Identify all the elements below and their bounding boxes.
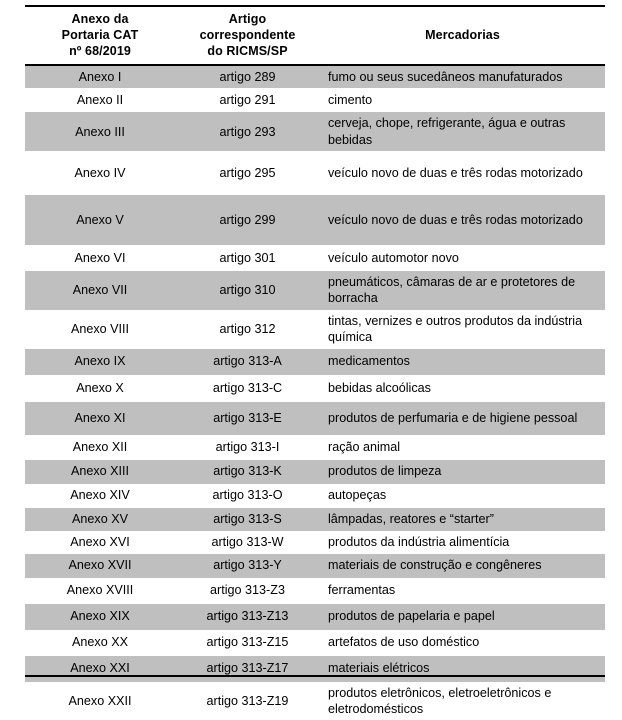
cell-artigo: artigo 313-Y — [175, 554, 320, 578]
table-row — [25, 604, 605, 630]
cell-anexo: Anexo I — [25, 65, 175, 88]
table-row — [25, 375, 605, 402]
column-header-mercadorias: Mercadorias — [320, 6, 605, 65]
cell-anexo: Anexo II — [25, 88, 175, 112]
cell-artigo: artigo 293 — [175, 112, 320, 151]
anexos-table — [25, 5, 605, 720]
table-row — [25, 508, 605, 531]
cell-mercadoria: artefatos de uso doméstico — [320, 630, 605, 656]
table-row — [25, 65, 605, 88]
column-header-anexo — [25, 6, 175, 65]
cell-mercadoria: cimento — [320, 88, 605, 112]
cell-mercadoria: pneumáticos, câmaras de ar e protetores de borracha — [320, 271, 605, 310]
table-row — [25, 656, 605, 682]
cell-mercadoria: tintas, vernizes e outros produtos da indústria química — [320, 310, 605, 349]
table-row — [25, 195, 605, 245]
cell-artigo: artigo 313-A — [175, 349, 320, 375]
cell-mercadoria: ferramentas — [320, 578, 605, 604]
cell-mercadoria: produtos da indústria alimentícia — [320, 531, 605, 554]
cell-anexo: Anexo XI — [25, 402, 175, 435]
cell-artigo: artigo 313-Z15 — [175, 630, 320, 656]
cell-artigo: artigo 313-I — [175, 435, 320, 460]
cell-artigo: artigo 291 — [175, 88, 320, 112]
cell-anexo: Anexo VIII — [25, 310, 175, 349]
cell-mercadoria: lâmpadas, reatores e “starter” — [320, 508, 605, 531]
table-row — [25, 151, 605, 195]
cell-anexo: Anexo XIX — [25, 604, 175, 630]
cell-artigo: artigo 313-C — [175, 375, 320, 402]
cell-mercadoria: materiais elétricos — [320, 656, 605, 682]
cell-anexo: Anexo XXII — [25, 682, 175, 720]
cell-anexo: Anexo VI — [25, 245, 175, 271]
cell-anexo: Anexo V — [25, 195, 175, 245]
table-row — [25, 630, 605, 656]
table-body — [25, 65, 605, 720]
table-bottom-rule — [25, 675, 605, 677]
cell-artigo: artigo 313-S — [175, 508, 320, 531]
column-header-artigo-line2: correspondente — [199, 28, 296, 42]
cell-anexo: Anexo IV — [25, 151, 175, 195]
column-header-anexo-line1: Anexo da — [71, 12, 129, 26]
table-row — [25, 682, 605, 720]
header-row — [25, 6, 605, 65]
cell-anexo: Anexo XX — [25, 630, 175, 656]
cell-mercadoria: produtos de limpeza — [320, 460, 605, 484]
cell-artigo: artigo 313-Z3 — [175, 578, 320, 604]
cell-artigo: artigo 299 — [175, 195, 320, 245]
cell-anexo: Anexo XV — [25, 508, 175, 531]
cell-artigo: artigo 313-W — [175, 531, 320, 554]
cell-anexo: Anexo XXI — [25, 656, 175, 682]
cell-artigo: artigo 310 — [175, 271, 320, 310]
table-row — [25, 245, 605, 271]
cell-anexo: Anexo III — [25, 112, 175, 151]
cell-artigo: artigo 312 — [175, 310, 320, 349]
cell-anexo: Anexo X — [25, 375, 175, 402]
table-row — [25, 484, 605, 508]
cell-artigo: artigo 313-Z19 — [175, 682, 320, 720]
cell-anexo: Anexo XIV — [25, 484, 175, 508]
cell-mercadoria: autopeças — [320, 484, 605, 508]
cell-mercadoria: veículo novo de duas e três rodas motorizado — [320, 195, 605, 245]
cell-mercadoria: medicamentos — [320, 349, 605, 375]
cell-artigo: artigo 313-K — [175, 460, 320, 484]
table-row — [25, 349, 605, 375]
cell-mercadoria: produtos de perfumaria e de higiene pessoal — [320, 402, 605, 435]
column-header-artigo-line3: do RICMS/SP — [207, 44, 288, 58]
cell-anexo: Anexo XVIII — [25, 578, 175, 604]
column-header-artigo — [175, 6, 320, 65]
cell-mercadoria: veículo automotor novo — [320, 245, 605, 271]
cell-anexo: Anexo XVII — [25, 554, 175, 578]
table-row — [25, 554, 605, 578]
table-row — [25, 435, 605, 460]
cell-artigo: artigo 313-E — [175, 402, 320, 435]
cell-anexo: Anexo XVI — [25, 531, 175, 554]
cell-mercadoria: ração animal — [320, 435, 605, 460]
cell-anexo: Anexo VII — [25, 271, 175, 310]
column-header-anexo-line3: nº 68/2019 — [69, 44, 131, 58]
cell-artigo: artigo 301 — [175, 245, 320, 271]
cell-artigo: artigo 295 — [175, 151, 320, 195]
table-row — [25, 402, 605, 435]
column-header-artigo-line1: Artigo — [228, 12, 267, 26]
cell-anexo: Anexo XIII — [25, 460, 175, 484]
cell-mercadoria: fumo ou seus sucedâneos manufaturados — [320, 65, 605, 88]
cell-anexo: Anexo IX — [25, 349, 175, 375]
table-row — [25, 578, 605, 604]
cell-mercadoria: veículo novo de duas e três rodas motorizado — [320, 151, 605, 195]
table-header — [25, 6, 605, 65]
cell-artigo: artigo 313-Z17 — [175, 656, 320, 682]
cell-mercadoria: cerveja, chope, refrigerante, água e outras bebidas — [320, 112, 605, 151]
table-row — [25, 460, 605, 484]
column-header-anexo-line2: Portaria CAT — [61, 28, 139, 42]
table-row — [25, 88, 605, 112]
cell-artigo: artigo 289 — [175, 65, 320, 88]
cell-mercadoria: produtos de papelaria e papel — [320, 604, 605, 630]
table-row — [25, 310, 605, 349]
cell-artigo: artigo 313-Z13 — [175, 604, 320, 630]
cell-mercadoria: materiais de construção e congêneres — [320, 554, 605, 578]
cell-artigo: artigo 313-O — [175, 484, 320, 508]
cell-mercadoria: bebidas alcoólicas — [320, 375, 605, 402]
cell-mercadoria: produtos eletrônicos, eletroeletrônicos e eletrodomésticos — [320, 682, 605, 720]
table-row — [25, 271, 605, 310]
table-row — [25, 112, 605, 151]
table-row — [25, 531, 605, 554]
cell-anexo: Anexo XII — [25, 435, 175, 460]
